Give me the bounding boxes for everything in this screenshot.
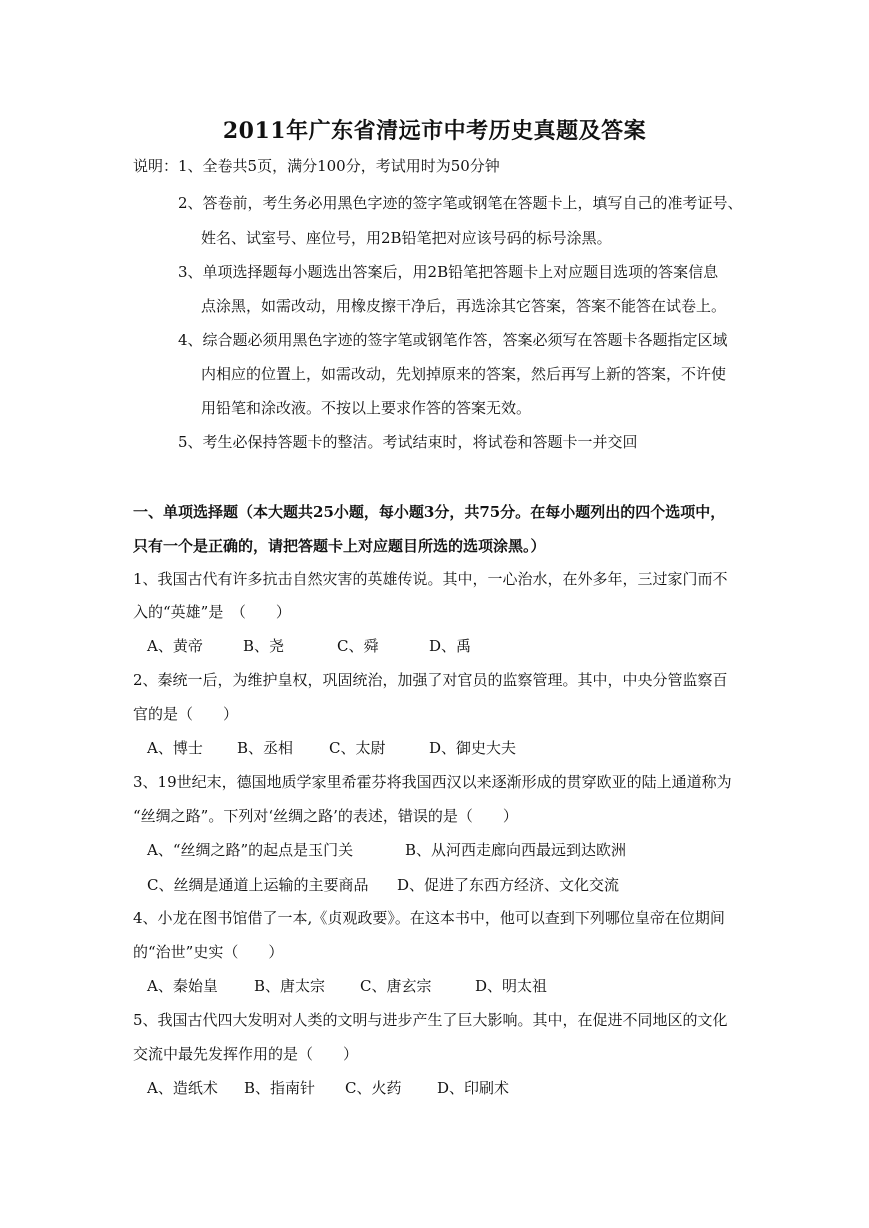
instruction-line: 4、综合题必须用黑色字迹的签字笔或钢笔作答，答案必须写在答题卡各题指定区域 (178, 331, 728, 349)
question-stem: 1、我国古代有许多抗击自然灾害的英雄传说。其中，一心治水，在外多年，三过家门而不 (133, 570, 728, 588)
option: A、秦始皇 (147, 977, 218, 995)
question-stem: 入的“英雄”是 （ ） (133, 603, 291, 621)
option: D、明太祖 (475, 977, 548, 995)
option: B、指南针 (244, 1079, 316, 1097)
question-stem: 官的是（ ） (133, 705, 239, 723)
question-stem: 交流中最先发挥作用的是（ ） (133, 1045, 359, 1063)
question-stem: 5、我国古代四大发明对人类的文明与进步产生了巨大影响。其中，在促进不同地区的文化 (133, 1011, 728, 1029)
instruction-line: 5、考生必保持答题卡的整洁。考试结束时，将试卷和答题卡一并交回 (178, 433, 638, 451)
option: B、丞相 (237, 739, 294, 757)
option: D、御史大夫 (429, 739, 517, 757)
instruction-line: 2、答卷前，考生务必用黑色字迹的签字笔或钢笔在答题卡上，填写自己的准考证号、 (178, 194, 743, 212)
question-stem: 3、19世纪末，德国地质学家里希霍芬将我国西汉以来逐渐形成的贯穿欧亚的陆上通道称为 (133, 773, 732, 791)
option: C、丝绸是通道上运输的主要商品 (147, 876, 369, 894)
option: C、唐玄宗 (360, 977, 432, 995)
option: A、造纸术 (147, 1079, 218, 1097)
instruction-line: 3、单项选择题每小题选出答案后，用2B铅笔把答题卡上对应题目选项的答案信息 (178, 263, 719, 281)
option: B、唐太宗 (254, 977, 326, 995)
page-title: 2011年广东省清远市中考历史真题及答案 (222, 118, 647, 144)
option: D、促进了东西方经济、文化交流 (397, 876, 620, 894)
option: D、印刷术 (437, 1079, 510, 1097)
option: D、禹 (429, 637, 472, 655)
question-stem: 的“治世”史实（ ） (133, 943, 284, 961)
option: A、黄帝 (147, 637, 203, 655)
instruction-line: 姓名、试室号、座位号，用2B铅笔把对应该号码的标号涂黑。 (201, 229, 612, 247)
option: C、火药 (345, 1079, 402, 1097)
instruction-line: 说明：1、全卷共5页，满分100分，考试用时为50分钟 (133, 157, 500, 175)
option: B、尧 (243, 637, 285, 655)
section-heading: 一、单项选择题（本大题共25小题，每小题3分，共75分。在每小题列出的四个选项中， (133, 503, 726, 521)
instruction-line: 用铅笔和涂改液。不按以上要求作答的答案无效。 (201, 399, 532, 417)
instruction-line: 点涂黑，如需改动，用橡皮擦干净后，再选涂其它答案，答案不能答在试卷上。 (201, 297, 727, 315)
question-stem: “丝绸之路”。下列对‘丝绸之路’的表述，错误的是（ ） (133, 807, 518, 825)
option: A、博士 (147, 739, 203, 757)
option: C、舜 (337, 637, 379, 655)
option: B、从河西走廊向西最远到达欧洲 (405, 841, 627, 859)
instruction-line: 内相应的位置上，如需改动，先划掉原来的答案，然后再写上新的答案，不许使 (201, 365, 727, 383)
option: A、“丝绸之路”的起点是玉门关 (147, 841, 354, 859)
question-stem: 4、小龙在图书馆借了一本,《贞观政要》。在这本书中，他可以查到下列哪位皇帝在位期间 (133, 909, 725, 927)
section-heading: 只有一个是正确的，请把答题卡上对应题目所选的选项涂黑。） (133, 537, 546, 555)
option: C、太尉 (329, 739, 386, 757)
question-stem: 2、秦统一后，为维护皇权，巩固统治，加强了对官员的监察管理。其中，中央分管监察百 (133, 671, 728, 689)
